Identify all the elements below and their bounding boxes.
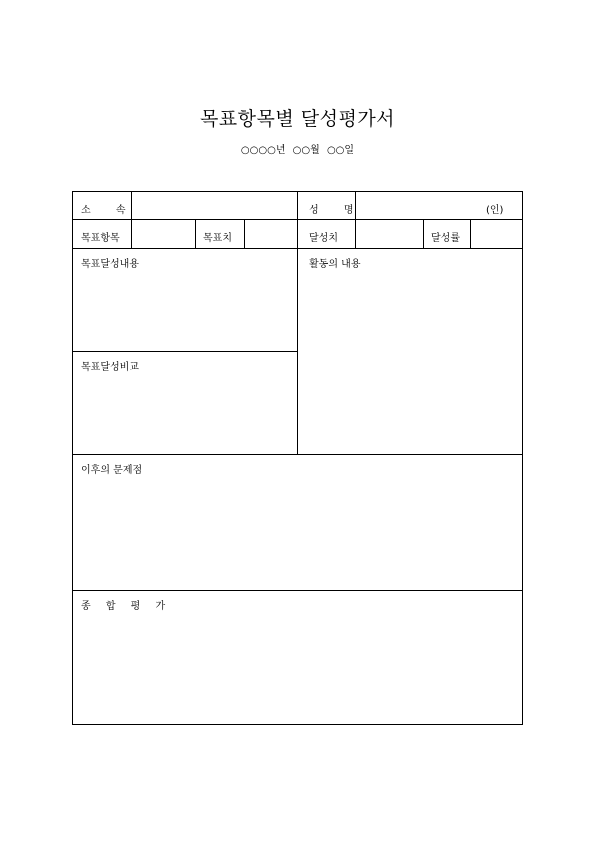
achievement-rate-label: 달성률	[431, 233, 460, 244]
document-date: ○○○○년 ○○월 ○○일	[240, 145, 355, 156]
achieved-value-field[interactable]	[356, 220, 423, 248]
target-item-field[interactable]	[132, 220, 195, 248]
future-issues-bottom-border	[73, 590, 522, 591]
document-title: 목표항목별 달성평가서	[199, 108, 396, 130]
affiliation-field[interactable]	[132, 192, 297, 219]
target-value-label: 목표치	[203, 233, 232, 244]
future-issues-label: 이후의 문제점	[81, 465, 143, 476]
future-issues-area[interactable]	[73, 474, 522, 590]
activity-content-area[interactable]	[298, 268, 522, 454]
seal-label: (인)	[486, 205, 504, 216]
achievement-content-bottom-border	[73, 351, 297, 352]
row2-divider-3	[423, 219, 424, 248]
target-value-field[interactable]	[245, 220, 297, 248]
achievement-comparison-area[interactable]	[73, 371, 297, 454]
achievement-content-label: 목표달성내용	[81, 259, 139, 270]
affiliation-label: 소 속	[81, 205, 137, 216]
middle-section-bottom-border	[73, 454, 522, 455]
activity-content-label: 활동의 내용	[309, 259, 361, 270]
target-item-label: 목표항목	[81, 233, 120, 244]
name-label: 성 명	[309, 205, 365, 216]
achievement-content-area[interactable]	[73, 268, 297, 351]
overall-evaluation-area[interactable]	[73, 610, 522, 724]
evaluation-form	[72, 191, 523, 725]
achieved-value-label: 달성치	[309, 233, 338, 244]
overall-evaluation-label: 종 합 평 가	[81, 601, 172, 612]
achievement-rate-field[interactable]	[471, 220, 522, 248]
row2-divider-1	[195, 219, 196, 248]
achievement-comparison-label: 목표달성비교	[81, 362, 139, 373]
